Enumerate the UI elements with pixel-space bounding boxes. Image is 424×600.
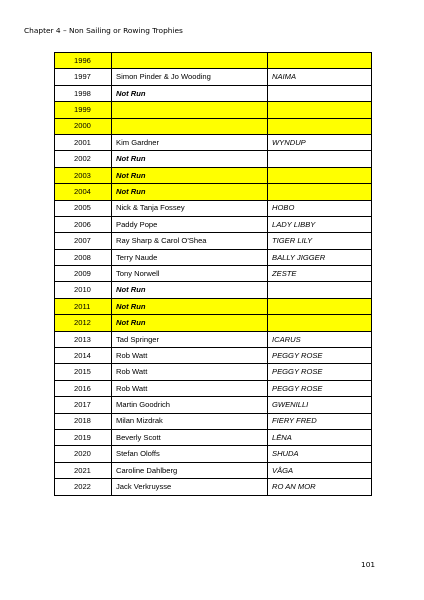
table-row	[55, 134, 372, 150]
table-row	[55, 118, 372, 134]
boat-name-cell: TIGER LILY	[268, 233, 372, 249]
year-cell: 2022	[55, 479, 112, 495]
year-cell: 2004	[55, 184, 112, 200]
table-row	[55, 298, 372, 314]
not-run-cell: Not Run	[112, 184, 268, 200]
boat-name-cell	[268, 167, 372, 183]
year-cell: 1997	[55, 69, 112, 85]
year-cell: 2001	[55, 134, 112, 150]
table-row	[55, 69, 372, 85]
table-row	[55, 397, 372, 413]
winner-name-cell	[112, 118, 268, 134]
winner-name-cell: Rob Watt	[112, 380, 268, 396]
table-row	[55, 380, 372, 396]
year-cell: 2005	[55, 200, 112, 216]
boat-name-cell: RO AN MOR	[268, 479, 372, 495]
boat-name-cell	[268, 315, 372, 331]
not-run-cell: Not Run	[112, 167, 268, 183]
table-row	[55, 348, 372, 364]
table-row	[55, 479, 372, 495]
trophy-winners-table	[54, 52, 372, 496]
winner-name-cell: Stefan Oloffs	[112, 446, 268, 462]
year-cell: 2000	[55, 118, 112, 134]
boat-name-cell: BALLY JIGGER	[268, 249, 372, 265]
boat-name-cell	[268, 53, 372, 69]
year-cell: 2007	[55, 233, 112, 249]
boat-name-cell: WYNDUP	[268, 134, 372, 150]
not-run-cell: Not Run	[112, 151, 268, 167]
year-cell: 2021	[55, 462, 112, 478]
table-row	[55, 331, 372, 347]
table-row	[55, 315, 372, 331]
year-cell: 2008	[55, 249, 112, 265]
winner-name-cell: Beverly Scott	[112, 429, 268, 445]
winner-name-cell	[112, 102, 268, 118]
table-row	[55, 446, 372, 462]
boat-name-cell: PEGGY ROSE	[268, 380, 372, 396]
year-cell: 2011	[55, 298, 112, 314]
year-cell: 2009	[55, 266, 112, 282]
year-cell: 2013	[55, 331, 112, 347]
boat-name-cell: FIERY FRED	[268, 413, 372, 429]
winner-name-cell: Nick & Tanja Fossey	[112, 200, 268, 216]
year-cell: 2002	[55, 151, 112, 167]
boat-name-cell	[268, 298, 372, 314]
year-cell: 2003	[55, 167, 112, 183]
year-cell: 2014	[55, 348, 112, 364]
boat-name-cell: LADY LIBBY	[268, 216, 372, 232]
winner-name-cell: Milan Mizdrak	[112, 413, 268, 429]
year-cell: 2012	[55, 315, 112, 331]
boat-name-cell: ZESTE	[268, 266, 372, 282]
winner-name-cell: Kim Gardner	[112, 134, 268, 150]
winner-name-cell	[112, 53, 268, 69]
not-run-cell: Not Run	[112, 298, 268, 314]
boat-name-cell: ICARUS	[268, 331, 372, 347]
table-row	[55, 282, 372, 298]
year-cell: 2018	[55, 413, 112, 429]
winner-name-cell: Tad Springer	[112, 331, 268, 347]
boat-name-cell	[268, 102, 372, 118]
year-cell: 1999	[55, 102, 112, 118]
boat-name-cell: LĒNA	[268, 429, 372, 445]
boat-name-cell	[268, 118, 372, 134]
not-run-cell: Not Run	[112, 85, 268, 101]
table-row	[55, 233, 372, 249]
winner-name-cell: Jack Verkruysse	[112, 479, 268, 495]
boat-name-cell	[268, 184, 372, 200]
table-row	[55, 429, 372, 445]
boat-name-cell: GWENILLI	[268, 397, 372, 413]
boat-name-cell: VÅGA	[268, 462, 372, 478]
boat-name-cell: PEGGY ROSE	[268, 364, 372, 380]
boat-name-cell	[268, 85, 372, 101]
table-row	[55, 462, 372, 478]
year-cell: 2006	[55, 216, 112, 232]
table-row	[55, 364, 372, 380]
not-run-cell: Not Run	[112, 282, 268, 298]
year-cell: 1998	[55, 85, 112, 101]
winner-name-cell: Tony Norwell	[112, 266, 268, 282]
not-run-cell: Not Run	[112, 315, 268, 331]
boat-name-cell: SHUDA	[268, 446, 372, 462]
winner-name-cell: Terry Naude	[112, 249, 268, 265]
table-row	[55, 266, 372, 282]
table-row	[55, 53, 372, 69]
page-header: Chapter 4 – Non Sailing or Rowing Trophies	[24, 26, 183, 35]
page-number: 101	[361, 560, 376, 569]
winner-name-cell: Rob Watt	[112, 348, 268, 364]
winner-name-cell: Martin Goodrich	[112, 397, 268, 413]
year-cell: 1996	[55, 53, 112, 69]
winner-name-cell: Caroline Dahlberg	[112, 462, 268, 478]
winner-name-cell: Simon Pinder & Jo Wooding	[112, 69, 268, 85]
winner-name-cell: Paddy Pope	[112, 216, 268, 232]
table-row	[55, 102, 372, 118]
table-row	[55, 184, 372, 200]
table-row	[55, 85, 372, 101]
year-cell: 2019	[55, 429, 112, 445]
winner-name-cell: Ray Sharp & Carol O'Shea	[112, 233, 268, 249]
year-cell: 2017	[55, 397, 112, 413]
table-row	[55, 413, 372, 429]
boat-name-cell: HOBO	[268, 200, 372, 216]
boat-name-cell: NAIMA	[268, 69, 372, 85]
year-cell: 2015	[55, 364, 112, 380]
boat-name-cell: PEGGY ROSE	[268, 348, 372, 364]
table-row	[55, 249, 372, 265]
winner-name-cell: Rob Watt	[112, 364, 268, 380]
year-cell: 2016	[55, 380, 112, 396]
table-row	[55, 216, 372, 232]
boat-name-cell	[268, 282, 372, 298]
year-cell: 2010	[55, 282, 112, 298]
boat-name-cell	[268, 151, 372, 167]
table-body	[55, 53, 372, 496]
table-row	[55, 167, 372, 183]
table-row	[55, 151, 372, 167]
table-row	[55, 200, 372, 216]
year-cell: 2020	[55, 446, 112, 462]
